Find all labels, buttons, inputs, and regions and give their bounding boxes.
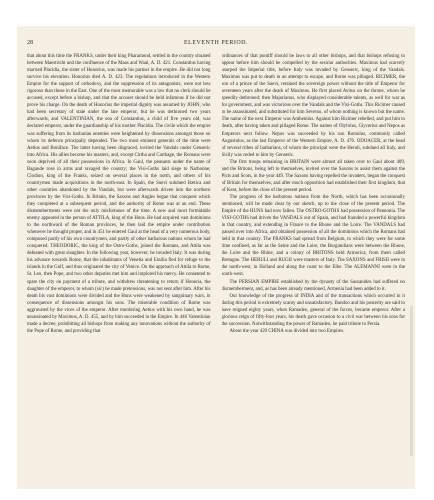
paragraph: The progress of the barbarous nations from the North, which has been occasionally mentioned, will be made clear by our sketch, up to the close of the present period. The Empire of the HUNS had now fallen. The OSTRO-GOTHS had possession of Pannonia. The VISI-GOTHS had driven the VANDALS out of Spain, and had founded a powerful kingdom in that country, and extending in France to the Rhone and the Loire. The VANDALS had passed over into Africa, and obtained possession of all the dominions which the Romans had held in that country. The FRANKS had spread from Belgium, to which they were for some time confined, as far as the Seine and the Loire, the Burgundians were between the Rhone, the Loire and the Rhine, and a colony of BRITONS held Armorica, from them called Bretagne. The HERULI and RUGII were masters of Italy. The SAXONS and FRISII were in the north-west, in Holland and along the coast to the Elbe. The ALEMANNI were in the south-west.	[221, 194, 405, 278]
paragraph: The first troops remaining in BRITAIN were almost all taken over to Gaul about 409, and the Britons, being left to themselves, invited over the Saxons to assist them against the Picts and Scots, in the year 449. The Saxons having repelled the invaders, began the conquest of Britain for themselves, and after much opposition had established their first kingdom, that of Kent, before the close of the present period.	[221, 159, 405, 193]
right-column	[222, 53, 406, 477]
page-header	[27, 40, 405, 54]
running-title: ELEVENTH PERIOD.	[184, 40, 248, 46]
text-columns	[27, 53, 405, 477]
page-edge-shadow	[410, 306, 413, 456]
paragraph: The PERSIAN EMPIRE established by the dynasty of the Sassanides had suffered no dismemberment, and, as has been already mentioned, Armenia had been added to it.	[221, 279, 405, 292]
left-column	[27, 53, 211, 477]
paragraph: About the year 420 CHINA was divided into two Empires.	[229, 328, 345, 334]
paragraph: ordinances of that pontiff should be laws to all other bishops, and that bishops refusing to appear before him should be compelled by the secular authorities. Maximus had scarcely usurped the Imperial title, before Italy was invaded by Genseric, king of the Vandals. Maximus was put to death in an attempt to escape, and Rome was pillaged. RICIMER, the son of a prince of the Suevi, retained the sovereign power without the title of Emperor for seventeen years after the death of Maximus. He first placed Avitus on the throne, whom he speedily dethroned; then Majorianus, who displayed considerable talents, as well for war as for government, and was victorious over the Vandals and the Visi-Goths. This Ricimer caused to be assassinated, and substituted for him Severus, of whom nothing is known but the name. The name of the next Emperor was Anthemius. Against him Ricimer rebelled, and put him to death, after having taken and pillaged Rome. The names of Olybrius, Glycerius and Nepos as Emperors next follow. Nepos was succeeded by his son Romulus, commonly called Augustulus, as the last Emperor of the Western Empire, A. D. 476. ODOACER, at the head of several tribes of barbarians, of whom the principal were the Heruli, subdued all Italy, and Sicily was ceded to him by Genseric.	[221, 54, 405, 158]
book-page	[17, 26, 415, 489]
paragraph: Our knowledge of the progress of INDIA and of the transactions which occurred in it during this period is extremely scanty and unsatisfactory. Bandoo and his posterity are said to have reigned eighty years, when Ramadeo, general of the forces, became emperor. After a glorious reign of fifty-four years, his death gave occasion to a civil war between his sons for the succession. Notwithstanding the power of Ramadeo, he paid tribute to Persia.	[221, 293, 405, 327]
page-number: 28	[27, 40, 33, 46]
paragraph: that about this time the FRANKS, under their king Pharamond, settled in the country situated between Maestricht and the confluence of the Maas and Waal, A. D. 421. Constantius having married Placidia, the sister of Honorius, was made his partner in the empire. He did not long survive his elevation. Honorius died A. D. 423. The regulations introduced in the Western Empire for the support of orthodoxy, and the suppression of its antagonists, were not less rigorous than those in the East. One of the most memorable was a law that no clerk should be accused, except before a bishop, and that the accuser should be held infamous if he did not prove his charge. On the death of Honorius the imperial dignity was assumed by JOHN, who had been secretary of state under the late emperor, but he was dethroned two years afterwards, and VALENTINIAN, the son of Constantius, a child of five years old, was declared emperor, under the guardianship of his mother Placidia. The civile which the empire was suffering from its barbarian enemies were heightened by dissensions amongst those on whom its defence principally depended. The two most eminent generals of the time were Aetius and Boniface. The latter having been disgraced, invited the Vandals under Genseric into Africa. His allies become his masters, and, except Cirtha and Carthage, the Romans were soon deprived of all their possessions in Africa. In Gaul, the peasants under the name of Bagaude rose in arms and ravaged the country; the Visi-Goths laid siege to Narbonne; Clodion, king of the Franks, seized on several places in the north, and others of his countrymen made acquisitions in the north-east. In Spain, the Suevi subdued Bætica and other countries abandoned by the Vandals, but were afterwards driven into the northern provinces by the Visi-Goths. In Britain, the Saxons and Angles began that conquest which they completed at a subsequent period, and the authority of Rome was at an end. These dismemberments were not the only misfortunes of the time. A new and most formidable enemy appeared in the person of ATTILA, king of the Huns. He had acquired vast dominions to the northward of the Roman provinces, he then laid the empire under contribution whenever he thought proper, and in 451 he entered Gaul at the head of a very numerous body, composed partly of his own countrymen, and partly of other barbarous nations whom he had conquered. THEODORIC, the king of the Ostro-Goths, joined the Romans, and Attila was defeated with great slaughter. In the following year, however, he invaded Italy. It was during his advance towards Rome, that the inhabitants of Venetia and Emilia fled for refuge to the islands in the Gulf, and thus originated the city of Venice. On the approach of Attila to Rome, St. Leo, then Pope, and two other deputies met him and implored his mercy. He consented to spare the city on payment of a tribute, and withdrew threatening to return if Honoria, the daughter of the emperor, to whom (sic) he made pretensions, was not sent after him. After his death his vast dominions were divided and the Huns were weakened by sanguinary wars, in consequence of dissensions amongst his sons. The miserable condition of Rome was aggravated by the vices of the emperor. After murdering Aetius with his own hand, he was assassinated by Maximus, A. D. 455, and by him succeeded in the Empire. In 446 Valentinian made a decree, prohibiting all bishops from making any innovations without the authority of the Pope of Rome, and providing that	[27, 54, 211, 334]
